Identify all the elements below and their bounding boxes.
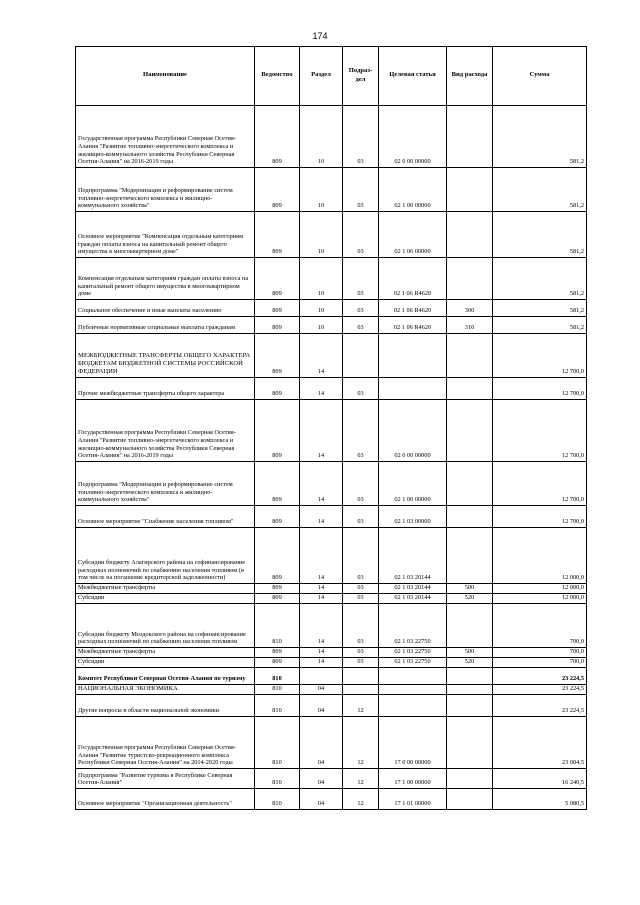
cell-dept: 810 — [255, 604, 300, 648]
cell-sum: 23 224,5 — [493, 695, 587, 717]
cell-dept: 809 — [255, 334, 300, 378]
cell-expense-type — [447, 685, 493, 695]
cell-sum: 16 240,5 — [493, 769, 587, 789]
table-row — [76, 789, 587, 810]
cell-dept: 809 — [255, 106, 300, 168]
table-row — [76, 604, 587, 648]
cell-target: 17 0 00 00000 — [379, 717, 447, 769]
cell-name: Основное мероприятие "Компенсация отдельным категориям граждан оплаты взноса на капитальный ремонт общего имущества в многоквартирном доме" — [76, 212, 255, 258]
cell-expense-type — [447, 528, 493, 584]
table-row — [76, 528, 587, 584]
table-row — [76, 212, 587, 258]
cell-section: 04 — [300, 685, 343, 695]
cell-section: 04 — [300, 717, 343, 769]
cell-subsection: 12 — [343, 717, 379, 769]
cell-sum: 581,2 — [493, 300, 587, 317]
cell-name: Государственная программа Республики Северная Осетия-Алания "Развитие туристско-рекреационного комплекса Республики Северная Осетия-Алания" на 2014-2020 годы — [76, 717, 255, 769]
cell-dept: 809 — [255, 506, 300, 528]
cell-subsection: 03 — [343, 658, 379, 668]
cell-subsection: 03 — [343, 400, 379, 462]
cell-name: Публичные нормативные социальные выплаты гражданам — [76, 317, 255, 334]
budget-table — [75, 46, 587, 810]
cell-target: 02 1 03 22750 — [379, 658, 447, 668]
cell-target: 02 1 00 00000 — [379, 168, 447, 212]
cell-dept: 809 — [255, 584, 300, 594]
cell-section: 10 — [300, 317, 343, 334]
cell-expense-type — [447, 506, 493, 528]
cell-name: Межбюджетные трансферты — [76, 648, 255, 658]
cell-subsection: 03 — [343, 594, 379, 604]
table-row — [76, 258, 587, 300]
cell-target: 02 1 03 00000 — [379, 506, 447, 528]
cell-expense-type: 310 — [447, 317, 493, 334]
cell-subsection: 03 — [343, 462, 379, 506]
cell-expense-type — [447, 378, 493, 400]
cell-dept: 809 — [255, 212, 300, 258]
cell-sum: 23 004,5 — [493, 717, 587, 769]
cell-name: Подпрограмма "Развитие туризма в Республике Северная Осетия-Алания" — [76, 769, 255, 789]
cell-name: Комитет Республики Северная Осетия-Алания по туризму — [76, 668, 255, 685]
cell-expense-type: 500 — [447, 648, 493, 658]
table-row — [76, 168, 587, 212]
cell-dept: 810 — [255, 695, 300, 717]
cell-dept: 810 — [255, 668, 300, 685]
table-row — [76, 594, 587, 604]
cell-dept: 809 — [255, 378, 300, 400]
cell-name: Субсидии — [76, 658, 255, 668]
cell-subsection: 03 — [343, 212, 379, 258]
cell-section: 14 — [300, 528, 343, 584]
cell-dept: 810 — [255, 685, 300, 695]
table-row — [76, 462, 587, 506]
table-row — [76, 378, 587, 400]
cell-expense-type: 520 — [447, 658, 493, 668]
cell-expense-type: 500 — [447, 584, 493, 594]
cell-expense-type — [447, 258, 493, 300]
cell-target — [379, 668, 447, 685]
table-row — [76, 400, 587, 462]
cell-expense-type — [447, 789, 493, 810]
cell-section: 14 — [300, 400, 343, 462]
table-body — [76, 106, 587, 810]
cell-section: 14 — [300, 648, 343, 658]
cell-subsection: 03 — [343, 258, 379, 300]
cell-subsection: 12 — [343, 789, 379, 810]
cell-target — [379, 695, 447, 717]
cell-subsection: 03 — [343, 300, 379, 317]
cell-target: 02 1 03 20144 — [379, 528, 447, 584]
cell-section: 14 — [300, 462, 343, 506]
header-name: Наименование — [76, 47, 255, 106]
cell-name: Субсидии — [76, 594, 255, 604]
cell-dept: 809 — [255, 528, 300, 584]
cell-section: 10 — [300, 106, 343, 168]
cell-subsection — [343, 334, 379, 378]
cell-name: НАЦИОНАЛЬНАЯ ЭКОНОМИКА — [76, 685, 255, 695]
cell-section — [300, 668, 343, 685]
cell-section: 14 — [300, 506, 343, 528]
cell-target — [379, 685, 447, 695]
cell-sum: 12 000,0 — [493, 584, 587, 594]
cell-target: 02 1 06 R4620 — [379, 317, 447, 334]
cell-subsection — [343, 685, 379, 695]
cell-name: Субсидии бюджету Моздокского района на софинансирование расходных полномочий по снабжению населения топливом — [76, 604, 255, 648]
cell-subsection — [343, 668, 379, 685]
cell-subsection: 03 — [343, 378, 379, 400]
cell-dept: 809 — [255, 258, 300, 300]
cell-target: 02 0 00 00000 — [379, 106, 447, 168]
cell-section: 14 — [300, 378, 343, 400]
cell-expense-type — [447, 106, 493, 168]
table-row — [76, 668, 587, 685]
table-row — [76, 648, 587, 658]
table-row — [76, 717, 587, 769]
cell-expense-type: 520 — [447, 594, 493, 604]
cell-subsection: 12 — [343, 769, 379, 789]
cell-expense-type — [447, 604, 493, 648]
cell-sum: 5 080,5 — [493, 789, 587, 810]
cell-target: 02 1 06 00000 — [379, 212, 447, 258]
cell-expense-type — [447, 168, 493, 212]
cell-dept: 810 — [255, 717, 300, 769]
cell-name: Подпрограмма "Модернизация и реформирование систем топливно-энергетического комплекса и жилищно-коммунального хозяйства" — [76, 168, 255, 212]
cell-subsection: 03 — [343, 604, 379, 648]
cell-name: Подпрограмма "Модернизация и реформирование систем топливно-энергетического комплекса и жилищно-коммунального хозяйства" — [76, 462, 255, 506]
cell-expense-type — [447, 400, 493, 462]
table-row — [76, 334, 587, 378]
cell-dept: 810 — [255, 769, 300, 789]
cell-name: Другие вопросы в области национальной экономики — [76, 695, 255, 717]
cell-name: Государственная программа Республики Северная Осетия-Алания "Развитие топливно-энергетического комплекса и жилищно-коммунального хозяйства Республики Северная Осетия-Алания" на 2016-2019 годы — [76, 106, 255, 168]
cell-subsection: 03 — [343, 317, 379, 334]
cell-section: 04 — [300, 789, 343, 810]
cell-subsection: 03 — [343, 506, 379, 528]
cell-target: 02 1 03 22750 — [379, 648, 447, 658]
cell-section: 14 — [300, 584, 343, 594]
cell-subsection: 03 — [343, 648, 379, 658]
table-row — [76, 317, 587, 334]
cell-target: 17 1 01 00000 — [379, 789, 447, 810]
cell-name: Социальное обеспечение и иные выплаты населению — [76, 300, 255, 317]
table-row — [76, 300, 587, 317]
cell-target: 02 1 03 22750 — [379, 604, 447, 648]
cell-sum: 23 224,5 — [493, 685, 587, 695]
cell-sum: 581,2 — [493, 106, 587, 168]
cell-subsection: 12 — [343, 695, 379, 717]
header-dept: Ведомство — [255, 47, 300, 106]
cell-name: Компенсация отдельным категориям граждан оплаты взноса на капитальный ремонт общего имущества в многоквартирном доме — [76, 258, 255, 300]
cell-target: 02 1 03 20144 — [379, 584, 447, 594]
cell-sum: 700,0 — [493, 604, 587, 648]
cell-expense-type — [447, 668, 493, 685]
cell-name: МЕЖБЮДЖЕТНЫЕ ТРАНСФЕРТЫ ОБЩЕГО ХАРАКТЕРА БЮДЖЕТАМ БЮДЖЕТНОЙ СИСТЕМЫ РОССИЙСКОЙ ФЕДЕРАЦИИ — [76, 334, 255, 378]
cell-section: 10 — [300, 212, 343, 258]
cell-sum: 12 700,0 — [493, 378, 587, 400]
cell-expense-type: 300 — [447, 300, 493, 317]
cell-section: 10 — [300, 168, 343, 212]
cell-sum: 700,0 — [493, 658, 587, 668]
cell-sum: 581,2 — [493, 168, 587, 212]
cell-section: 14 — [300, 334, 343, 378]
cell-sum: 12 700,0 — [493, 462, 587, 506]
table-row — [76, 695, 587, 717]
header-expense-type: Вид расхода — [447, 47, 493, 106]
cell-sum: 581,2 — [493, 258, 587, 300]
cell-expense-type — [447, 212, 493, 258]
cell-dept: 810 — [255, 789, 300, 810]
cell-name: Основное мероприятие "Снабжение населения топливом" — [76, 506, 255, 528]
cell-target: 02 1 03 20144 — [379, 594, 447, 604]
cell-dept: 809 — [255, 168, 300, 212]
cell-target: 02 1 00 00000 — [379, 462, 447, 506]
cell-target: 02 0 00 00000 — [379, 400, 447, 462]
table-row — [76, 658, 587, 668]
page-number: 174 — [312, 31, 328, 41]
cell-section: 14 — [300, 594, 343, 604]
cell-sum: 700,0 — [493, 648, 587, 658]
cell-dept: 809 — [255, 400, 300, 462]
header-section: Раздел — [300, 47, 343, 106]
table-row — [76, 506, 587, 528]
table-row — [76, 685, 587, 695]
header-subsection: Подраз-дел — [343, 47, 379, 106]
cell-expense-type — [447, 717, 493, 769]
table-row — [76, 106, 587, 168]
cell-expense-type — [447, 462, 493, 506]
cell-section: 10 — [300, 258, 343, 300]
cell-expense-type — [447, 334, 493, 378]
cell-section: 04 — [300, 695, 343, 717]
cell-sum: 581,2 — [493, 317, 587, 334]
table-row — [76, 584, 587, 594]
cell-dept: 809 — [255, 300, 300, 317]
cell-target — [379, 378, 447, 400]
cell-sum: 12 000,0 — [493, 594, 587, 604]
cell-name: Государственная программа Республики Северная Осетия-Алания "Развитие топливно-энергетического комплекса и жилищно-коммунального хозяйства Республики Северная Осетия-Алания" на 2016-2019 годы — [76, 400, 255, 462]
header-sum: Сумма — [493, 47, 587, 106]
cell-expense-type — [447, 695, 493, 717]
cell-sum: 12 700,0 — [493, 334, 587, 378]
cell-dept: 809 — [255, 658, 300, 668]
cell-target: 02 1 06 R4620 — [379, 300, 447, 317]
cell-target: 17 1 00 00000 — [379, 769, 447, 789]
cell-dept: 809 — [255, 317, 300, 334]
cell-section: 04 — [300, 769, 343, 789]
cell-section: 14 — [300, 658, 343, 668]
cell-name: Прочие межбюджетные трансферты общего характера — [76, 378, 255, 400]
cell-target — [379, 334, 447, 378]
cell-dept: 809 — [255, 594, 300, 604]
cell-name: Субсидии бюджету Алагирского района на софинансирование расходных полномочий по снабжению населения топливом (в том числе на погашение кредиторской задолженности) — [76, 528, 255, 584]
cell-sum: 12 700,0 — [493, 400, 587, 462]
cell-subsection: 03 — [343, 106, 379, 168]
cell-subsection: 03 — [343, 168, 379, 212]
table-header-row — [76, 47, 587, 106]
cell-subsection: 03 — [343, 584, 379, 594]
cell-name: Основное мероприятие "Организационная деятельность" — [76, 789, 255, 810]
cell-sum: 12 000,0 — [493, 528, 587, 584]
cell-target: 02 1 06 R4620 — [379, 258, 447, 300]
cell-section: 10 — [300, 300, 343, 317]
cell-name: Межбюджетные трансферты — [76, 584, 255, 594]
cell-expense-type — [447, 769, 493, 789]
cell-section: 14 — [300, 604, 343, 648]
cell-subsection: 03 — [343, 528, 379, 584]
cell-dept: 809 — [255, 462, 300, 506]
table-row — [76, 769, 587, 789]
header-target: Целевая статья — [379, 47, 447, 106]
cell-sum: 581,2 — [493, 212, 587, 258]
cell-dept: 809 — [255, 648, 300, 658]
cell-sum: 23 224,5 — [493, 668, 587, 685]
cell-sum: 12 700,0 — [493, 506, 587, 528]
